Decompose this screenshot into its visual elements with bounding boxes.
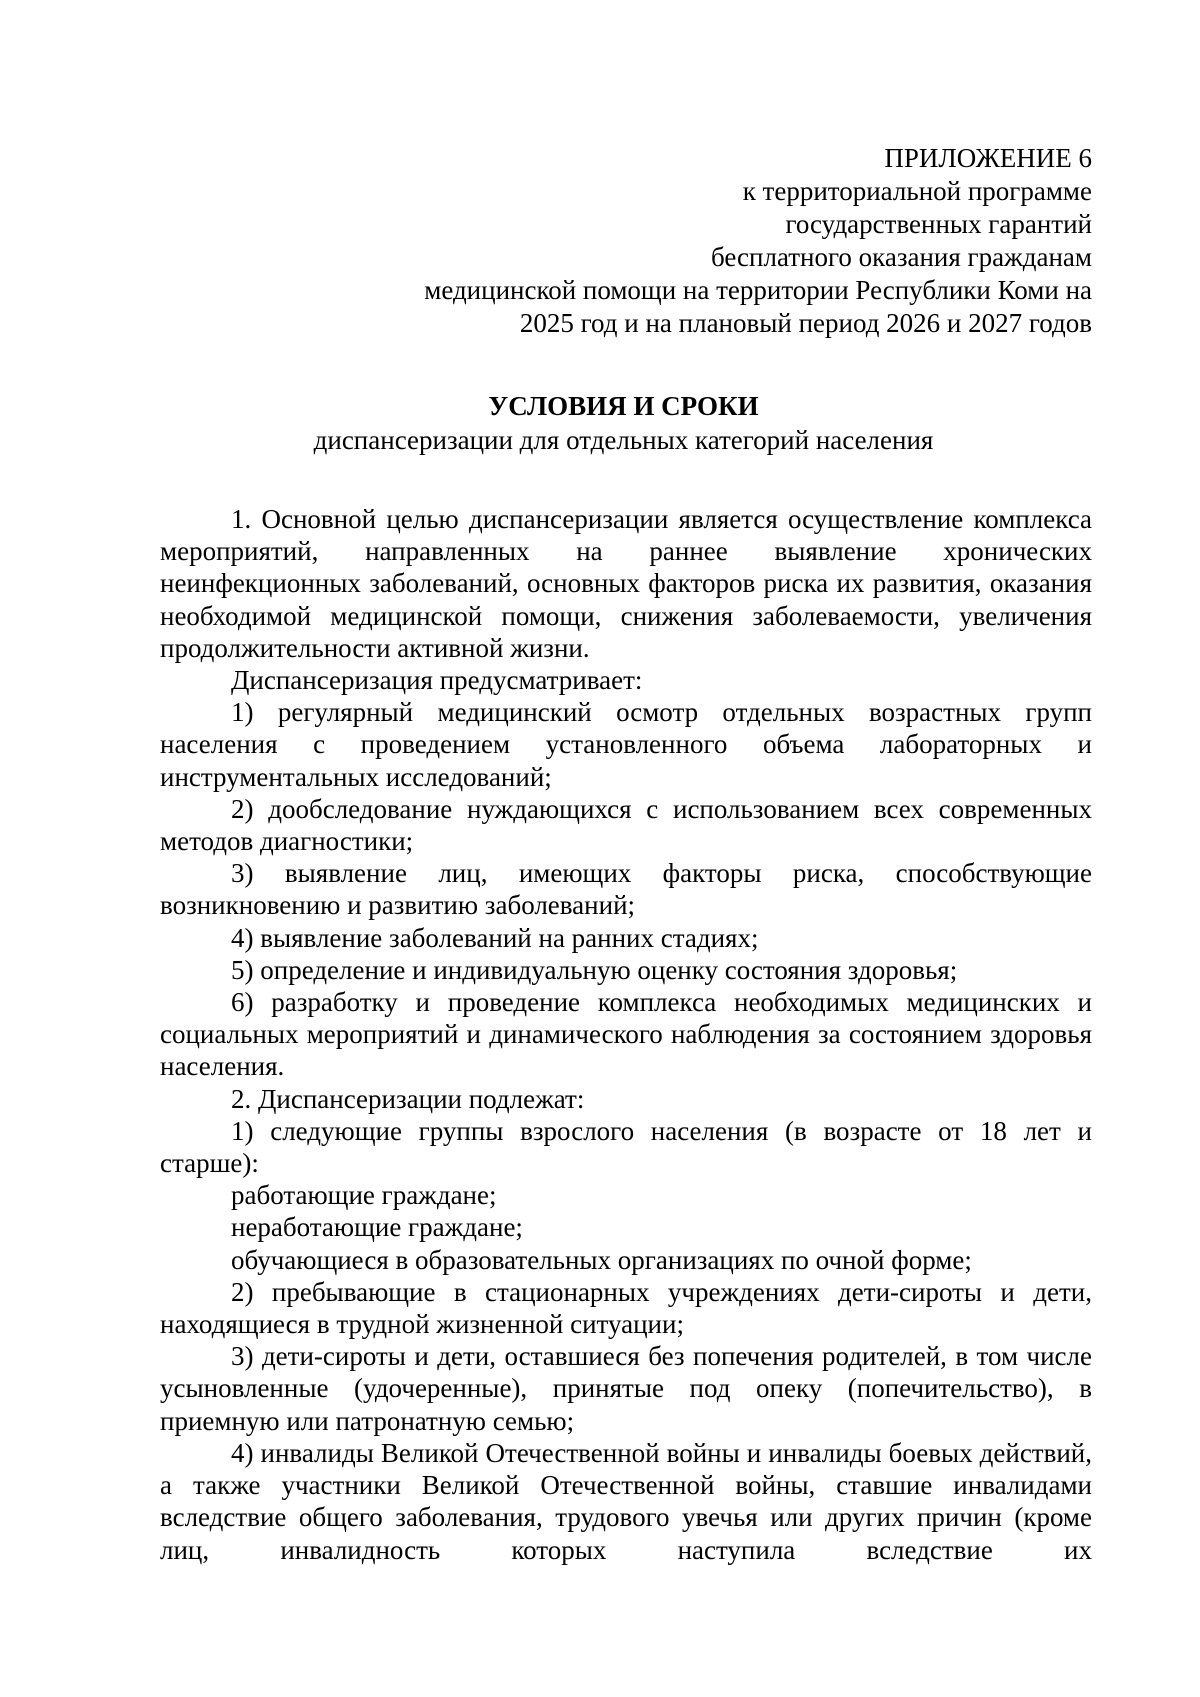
list-item: 4) инвалиды Великой Отечественной войны и инвалиды боевых действий, а также участники Великой Отечественной войны, ставшие инвалидами вследствие общего заболевания, трудового увечья или других причин (кроме лиц, инвалидность которых наступила вследствие их [160,1437,1092,1565]
appendix-header [424,142,1092,340]
list-item: 5) определение и индивидуальную оценку состояния здоровья; [231,954,958,985]
list-item: 4) выявление заболеваний на ранних стадиях; [231,922,759,953]
appendix-line: медицинской помощи на территории Республики Коми на [424,275,1092,305]
appendix-line: государственных гарантий [785,209,1092,239]
list-item: 2) пребывающие в стационарных учреждениях дети-сироты и дети, находящиеся в трудной жизненной ситуации; [160,1276,1092,1340]
appendix-line: к территориальной программе [742,176,1092,206]
paragraph: 2. Диспансеризации подлежат: [231,1083,585,1114]
list-subitem: работающие граждане; [231,1180,497,1211]
appendix-line: 2025 год и на плановый период 2026 и 2027 годов [519,308,1092,338]
document-title: УСЛОВИЯ И СРОКИ [488,391,759,421]
list-subitem: обучающиеся в образовательных организациях по очной форме; [231,1244,972,1275]
list-item: 1) следующие группы взрослого населения (в возрасте от 18 лет и старше): [160,1115,1092,1179]
list-item: 3) выявление лиц, имеющих факторы риска, способствующие возникновению и развитию заболеваний; [160,858,1092,921]
appendix-number: ПРИЛОЖЕНИЕ 6 [884,143,1092,173]
paragraph: 1. Основной целью диспансеризации является осуществление комплекса мероприятий, направленных на раннее выявление хронических неинфекционных заболеваний, основных факторов риска их развития, оказания необходимой медицинской помощи, снижения заболеваемости, увеличения продолжительности активной жизни. [160,504,1092,663]
document-subtitle: диспансеризации для отдельных категорий населения [313,425,934,455]
list-item: 6) разработку и проведение комплекса необходимых медицинских и социальных мероприятий и динамического наблюдения за состоянием здоровья населения. [160,987,1092,1082]
list-item: 1) регулярный медицинский осмотр отдельных возрастных групп населения с проведением установленного объема лабораторных и инструментальных исследований; [160,697,1092,792]
appendix-line: бесплатного оказания гражданам [711,242,1092,272]
list-item: 3) дети-сироты и дети, оставшиеся без попечения родителей, в том числе усыновленные (удочеренные), принятые под опеку (попечительство), в приемную или патронатную семью; [160,1341,1092,1436]
list-subitem: неработающие граждане; [231,1212,523,1243]
paragraph: Диспансеризация предусматривает: [231,665,643,696]
list-item: 2) дообследование нуждающихся с использованием всех современных методов диагностики; [160,793,1092,857]
document-body [160,503,1092,1566]
